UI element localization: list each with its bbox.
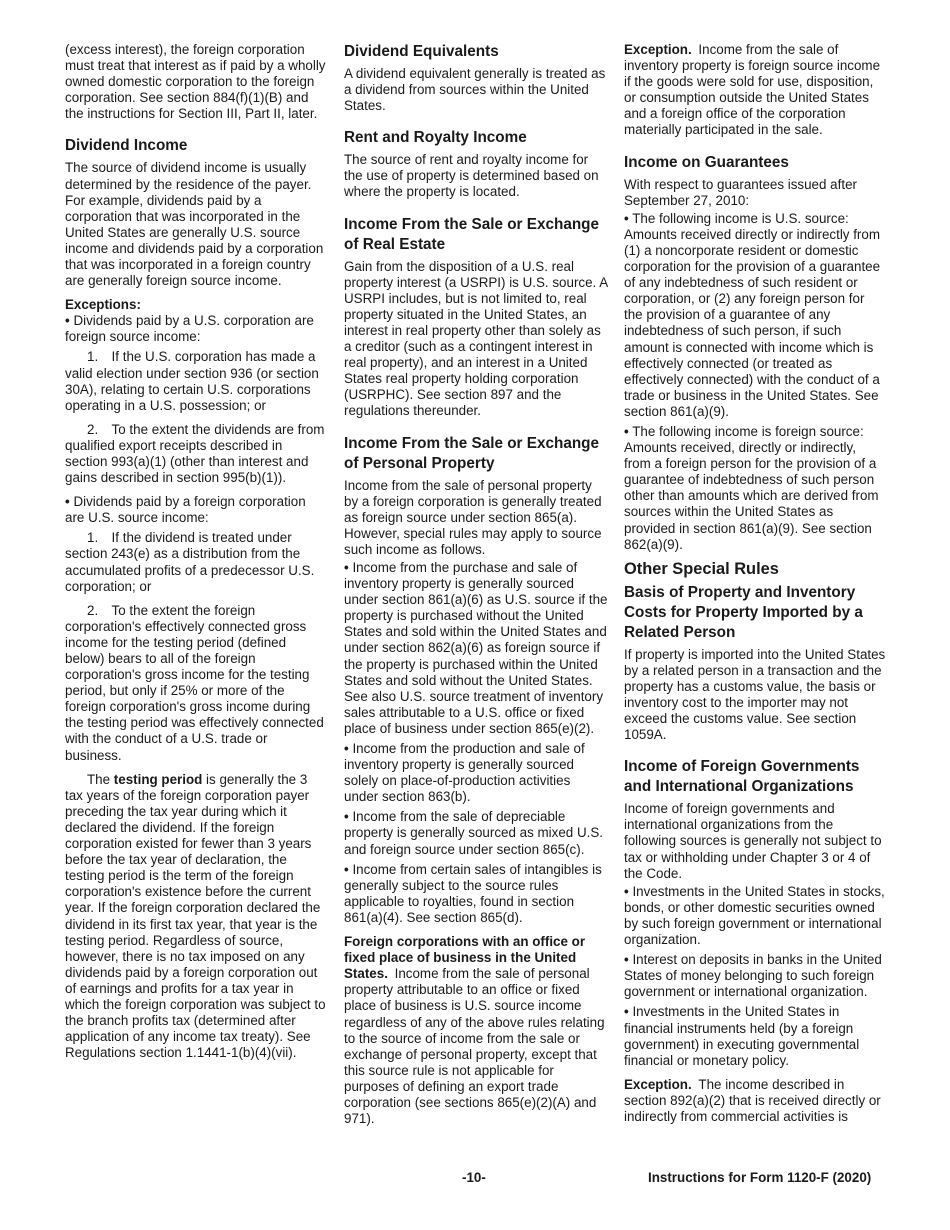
bullet-item: • Income from the purchase and sale of inventory property is generally sourced under section 861(a)(6) as U.S. source if the property is purchased without the United States and sold within the United States and under section 862(a)(6) as foreign source if the property is purchased within the United States and sold without the United States. See also U.S. source treatment of inventory sales attributable to a U.S. office or fixed place of business under section 865(e)(2).	[344, 559, 608, 736]
numbered-item: 2. To the extent the foreign corporation's effectively connected gross income for the testing period (defined below) bears to all of the foreign corporation's gross income for the testing period, but only if 25% or more of the foreign corporation's gross income during the testing period was effectively connected with the conduct of a U.S. trade or business.	[65, 602, 324, 763]
column-right	[624, 42, 886, 1133]
bullet-item: • Dividends paid by a foreign corporation are U.S. source income:	[65, 494, 306, 526]
page-number: -10-	[462, 1170, 486, 1185]
bullet-icon: •	[624, 210, 629, 226]
bullet-icon: •	[624, 952, 629, 968]
numbered-item: 1. If the dividend is treated under section 243(e) as a distribution from the accumulated profits of a predecessor U.S. corporation; or	[65, 530, 315, 594]
bullet-item: • Income from the sale of depreciable property is generally sourced as mixed U.S. and foreign source under section 865(c).	[344, 809, 603, 857]
bullet-icon: •	[344, 741, 349, 756]
paragraph-exception-inventory: Exception. Income from the sale of inventory property is foreign source income if the goods were sold for use, disposition, or consumption outside the United States and a foreign office of the corporation materially participated in the sale.	[624, 42, 881, 138]
heading-real-estate: Income From the Sale or Exchange of Real Estate	[344, 215, 600, 253]
paragraph-dividend-equivalents: A dividend equivalent generally is treated as a dividend from sources within the United States.	[344, 66, 606, 114]
column-middle	[344, 42, 608, 1135]
bullet-icon: •	[65, 494, 70, 510]
paragraph-real-estate: Gain from the disposition of a U.S. real property interest (a USRPI) is U.S. source. A USRPI includes, but is not limited to, real property situated in the United States, an interest in real property other than solely as a creditor (such as a contingent interest in real property), and an interest in a United States real property holding corporation (USRPHC). See section 897 and the regulations thereunder.	[344, 258, 608, 419]
heading-personal-property: Income From the Sale or Exchange of Personal Property	[344, 434, 600, 472]
paragraph-basis-property: If property is imported into the United States by a related person in a transaction and the property has a customs value, the basis or inventory cost to the importer may not exceed the customs value. See section 1059A.	[624, 646, 886, 743]
numbered-item: 1. If the U.S. corporation has made a valid election under section 936 (or section 30A), relating to certain U.S. corporations operating in a U.S. possession; or	[65, 349, 319, 413]
paragraph-guarantees: With respect to guarantees issued after September 27, 2010:	[624, 176, 857, 208]
paragraph-dividend-income: The source of dividend income is usually determined by the residence of the payer. For example, dividends paid by a corporation that was incorporated in the United States are generally U.S. source income and dividends paid by a corporation that was incorporated in a foreign country are generally foreign source income.	[65, 160, 324, 289]
bullet-item: • Income from certain sales of intangibles is generally subject to the source rules applicable to royalties, found in section 861(a)(4). See section 865(d).	[344, 861, 602, 925]
heading-dividend-equivalents: Dividend Equivalents	[344, 43, 499, 60]
bullet-item: • Dividends paid by a U.S. corporation are foreign source income:	[65, 313, 314, 345]
bullet-item: • Investments in the United States in stocks, bonds, or other domestic securities owned by such foreign government or international organization.	[624, 883, 885, 948]
heading-basis-property: Basis of Property and Inventory Costs for Property Imported by a Related Person	[624, 583, 863, 641]
bullet-icon: •	[344, 809, 349, 825]
paragraph-personal-property: Income from the sale of personal property by a foreign corporation is generally treated as foreign source under section 865(a). However, special rules may apply to source such income as follows.	[344, 477, 602, 557]
paragraph-continued: (excess interest), the foreign corporation must treat that interest as if paid by a wholly owned domestic corporation to the foreign corporation. See section 884(f)(1)(B) and the instructions for Section III, Part II, later.	[65, 42, 326, 122]
paragraph-testing-period: The testing period is generally the 3 tax years of the foreign corporation payer preceding the tax year during which it declared the dividend. If the foreign corporation existed for fewer than 3 years before the tax year of declaration, the testing period is the term of the foreign corporation's existence before the current year. If the foreign corporation declared the dividend in its first tax year, that year is the testing period. Regardless of source, however, there is no tax imposed on any dividends paid by a foreign corporation out of earnings and profits for a tax year in which the foreign corporation was subject to the branch profits tax (determined after application of any income tax treaty). See Regulations section 1.1441-1(b)(4)(vii).	[65, 771, 326, 1061]
bullet-icon: •	[344, 861, 349, 877]
heading-other-special-rules: Other Special Rules	[624, 559, 779, 578]
bullet-item: • Interest on deposits in banks in the United States of money belonging to such foreign government or international organization.	[624, 952, 882, 1000]
paragraph-foreign-governments: Income of foreign governments and international organizations from the following sources is generally not subject to tax or withholding under Chapter 3 or 4 of the Code.	[624, 801, 882, 881]
column-left	[65, 42, 327, 1069]
paragraph-exception-commercial: Exception. The income described in section 892(a)(2) that is received directly or indirectly from commercial activities is	[624, 1076, 881, 1124]
heading-dividend-income: Dividend Income	[65, 137, 188, 155]
bullet-item: • Investments in the United States in financial instruments held (by a foreign government) in executing governmental financial or monetary policy.	[624, 1004, 860, 1068]
bullet-icon: •	[624, 423, 629, 439]
heading-rent-royalty: Rent and Royalty Income	[344, 129, 527, 147]
heading-foreign-governments: Income of Foreign Governments and International Organizations	[624, 758, 860, 796]
bullet-icon: •	[344, 559, 349, 575]
numbered-item: 2. To the extent the dividends are from qualified export receipts described in section 993(a)(1) (other than interest and gains described in section 995(b)(1)).	[65, 421, 325, 486]
heading-exceptions: Exceptions:	[65, 297, 141, 313]
paragraph-office-fixed-place: Foreign corporations with an office or fixed place of business in the United States. Income from the sale of personal property attributable to an office or fixed place of business is U.S. source income regardless of any of the above rules relating to the source of income from the sale or exchange of personal property, except that this source rule is not applicable for purposes of defining an export trade corporation (see sections 865(e)(2)(A) and 971).	[344, 934, 605, 1127]
heading-guarantees: Income on Guarantees	[624, 153, 789, 171]
bullet-icon: •	[624, 883, 629, 899]
paragraph-rent-royalty: The source of rent and royalty income for the use of property is determined based on where the property is located.	[344, 152, 599, 200]
bullet-icon: •	[624, 1004, 629, 1020]
bullet-item: • The following income is U.S. source: Amounts received directly or indirectly from (1) a noncorporate resident or domestic corporation for the provision of a guarantee of any indebtedness of such resident or corporation, or (2) any foreign person for the provision of a guarantee of any indebtedness of such person, if such amount is connected with income which is effectively connected (or treated as effectively connected) with the conduct of a trade or business in the United States. See section 861(a)(9).	[624, 210, 881, 419]
bullet-item: • The following income is foreign source: Amounts received, directly or indirectly, from a foreign person for the provision of a guarantee of indebtedness of such person other than amounts which are derived from sources within the United States as provided in section 861(a)(9). See section 862(a)(9).	[624, 423, 879, 552]
footer-title: Instructions for Form 1120-F (2020)	[648, 1170, 872, 1185]
bullet-icon: •	[65, 313, 70, 329]
bullet-item: • Income from the production and sale of inventory property is generally sourced solely on place-of-production activities under section 863(b).	[344, 741, 585, 805]
